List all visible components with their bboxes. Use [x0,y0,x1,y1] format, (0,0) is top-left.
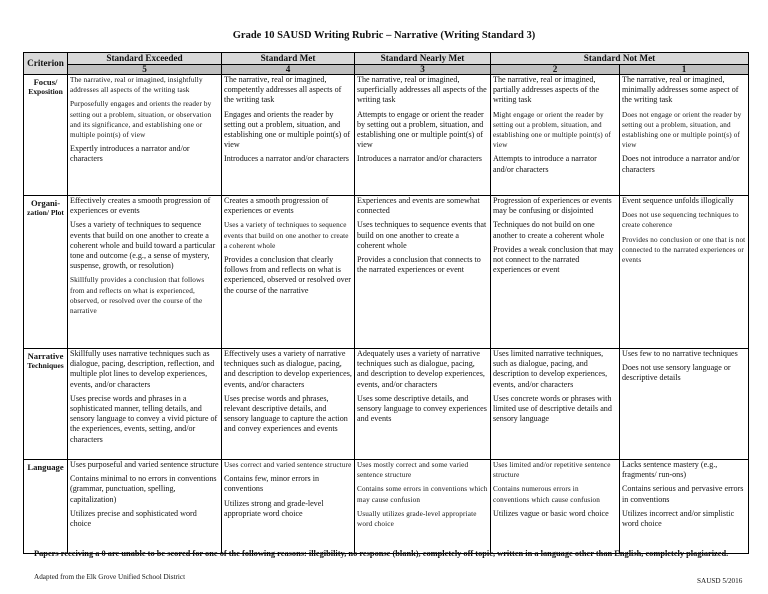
descriptor: Introduces a narrator and/or characters [357,154,482,164]
score-cell [355,460,491,554]
criterion-cell [24,75,68,196]
score-cell [355,75,491,196]
descriptor: The narrative, real or imagined, competently addresses all aspects of the writing task [224,75,342,105]
descriptor: Introduces a narrator and/or characters [224,154,349,164]
descriptor: Effectively creates a smooth progression of experiences or events [70,196,211,216]
descriptor: Contains few, minor errors in conventions [224,474,320,494]
descriptor: Might engage or orient the reader by setting out a problem, situation, and establishing one or multiple point(s) of view [493,110,611,150]
table-row [24,349,749,460]
descriptor: Lacks sentence mastery (e.g., fragments/ run-ons) [622,460,718,480]
criterion-cell [24,349,68,460]
score-cell [222,349,355,460]
rubric-table [23,52,749,554]
score-2: 2 [491,65,620,75]
criterion-label: Language [27,462,64,472]
criterion-label: Organi- [30,198,61,208]
descriptor: Uses correct and varied sentence structure [224,461,352,469]
table-row [24,460,749,554]
descriptor: Does not use sensory language or descriptive details [622,363,731,383]
descriptor: Uses techniques to sequence events that build on one another to create a coherent whole [357,220,487,250]
descriptor: Uses limited narrative techniques, such as dialogue, pacing, and description to develop experiences, events, and/or characters [493,349,608,389]
descriptor: Techniques do not build on one another to create a coherent whole [493,220,605,240]
descriptor: Uses precise words and phrases in a sophisticated manner, telling details, and sensory language to convey a vivid picture of the experiences, events, setting, and/or characters [70,393,218,444]
descriptor: Contains serious and pervasive errors in conventions [622,484,744,504]
criterion-cell [24,460,68,554]
score-cell [620,196,749,349]
descriptor: Contains some errors in conventions which may cause confusion [357,485,488,504]
zero-score-note: Papers receiving a 0 are unable to be scored for one of the following reasons: illegibility, no response (blank), completely off topic, written in a language other than English, completely plagiarized. [34,549,729,558]
descriptor: Utilizes incorrect and/or simplistic word choice [622,508,735,529]
descriptor: Attempts to engage or orient the reader by setting out a problem, situation, and establishing one or multiple point(s) of view [357,109,484,150]
criterion-sublabel: Exposition [28,87,63,96]
score-cell [491,75,620,196]
descriptor: Skillfully provides a conclusion that follows from and reflects on what is experienced, observed, or resolved over the course of the narrative [70,276,205,316]
score-cell [491,196,620,349]
table-row [24,196,749,349]
descriptor: Contains numerous errors in conventions which cause confusion [493,485,600,504]
standard-nearly-met-header: Standard Nearly Met [355,53,491,65]
descriptor: Utilizes vague or basic word choice [493,508,609,518]
descriptor: Provides a conclusion that clearly follows from and reflects on what is experienced, observed or resolved over the course of the narrative [224,255,351,295]
descriptor: Uses few to no narrative techniques [622,349,738,358]
standard-exceeded-header: Standard Exceeded [68,53,222,65]
descriptor: Provides a weak conclusion that may not connect to the narrated experiences or event [493,244,614,275]
score-3: 3 [355,65,491,75]
descriptor: Does not introduce a narrator and/or characters [622,154,740,174]
criterion-label: Focus/ [33,77,58,87]
table-row [24,75,749,196]
score-cell [620,349,749,460]
score-cell [68,349,222,460]
criterion-label: Narrative [27,351,64,361]
descriptor: Expertly introduces a narrator and/or characters [70,144,190,164]
descriptor: Uses precise words and phrases, relevant descriptive details, and sensory language to capture the action and convey experiences and events [224,393,348,434]
criterion-header: Criterion [24,53,68,75]
score-4: 4 [222,65,355,75]
descriptor: Adequately uses a variety of narrative techniques such as dialogue, pacing, and description to develop experiences, events, and/or characters [357,349,485,389]
document-id: SAUSD 5/2016 [697,577,743,585]
descriptor: Effectively uses a variety of narrative techniques such as dialogue, pacing, and description to develop experiences, events, and/or characters [224,349,352,389]
score-cell [222,196,355,349]
score-5: 5 [68,65,222,75]
descriptor: Creates a smooth progression of experiences or events [224,196,329,216]
descriptor: Engages and orients the reader by setting out a problem, situation, and establishing one or multiple point(s) of view [224,109,351,150]
descriptor: Uses concrete words or phrases with limited use of descriptive details and sensory language [493,393,612,424]
descriptor: Does not engage or orient the reader by setting out a problem, situation, and establishing one or multiple point(s) of view [622,110,742,150]
score-cell [222,75,355,196]
descriptor: Contains minimal to no errors in conventions (grammar, punctuation, spelling, capitalization) [70,474,217,504]
standard-not-met-header: Standard Not Met [491,53,749,65]
descriptor: Provides no conclusion or one that is not connected to the narrated experiences or events [622,235,746,265]
descriptor: Experiences and events are somewhat connected [357,196,480,216]
descriptor: Provides a conclusion that connects to the narrated experiences or event [357,255,481,275]
descriptor: Uses limited and/or repetitive sentence structure [493,461,611,480]
descriptor: Uses mostly correct and some varied sentence structure [357,461,469,480]
descriptor: The narrative, real or imagined, minimally addresses some aspect of the writing task [622,75,739,105]
score-cell [491,349,620,460]
adapted-credit: Adapted from the Elk Grove Unified School District [34,573,186,581]
descriptor: Attempts to introduce a narrator and/or characters [493,154,597,174]
descriptor: Usually utilizes grade-level appropriate word choice [357,509,477,529]
descriptor: Uses a variety of techniques to sequence events that build on one another to create a coherent whole and build toward a particular tone and outcome (e.g., a sense of mystery, suspense, growth, or resolution) [70,220,216,271]
descriptor: Event sequence unfolds illogically [622,196,734,205]
score-cell [68,75,222,196]
score-cell [355,349,491,460]
score-1: 1 [620,65,749,75]
criterion-cell [24,196,68,349]
descriptor: Purposefully engages and orients the reader by setting out a problem, situation, or observation and its significance, and establishing one or multiple point(s) of view [70,100,212,140]
score-cell [355,196,491,349]
criterion-sublabel: zation/ Plot [27,208,64,217]
descriptor: The narrative, real or imagined, insightfully addresses all aspects of the writing task [70,76,203,95]
score-cell [68,460,222,554]
descriptor: Progression of experiences or events may be confusing or disjointed [493,196,612,216]
score-cell [68,196,222,349]
score-cell [222,460,355,554]
standard-met-header: Standard Met [222,53,355,65]
descriptor: Does not use sequencing techniques to create coherence [622,211,739,230]
descriptor: Utilizes precise and sophisticated word choice [70,508,197,529]
score-cell [620,460,749,554]
descriptor: Utilizes strong and grade-level appropriate word choice [224,498,324,518]
descriptor: Skillfully uses narrative techniques such as dialogue, pacing, description, reflection, and multiple plot lines to develop experiences, events, and/or characters [70,349,215,389]
score-cell [491,460,620,554]
score-cell [620,75,749,196]
page-title: Grade 10 SAUSD Writing Rubric – Narrative (Writing Standard 3) [232,30,536,41]
criterion-sublabel: Techniques [27,361,64,370]
descriptor: The narrative, real or imagined, superficially addresses all aspects of the writing task [357,75,487,105]
descriptor: Uses a variety of techniques to sequence events that build on one another to create a coherent whole [224,221,349,250]
descriptor: The narrative, real or imagined, partially addresses aspects of the writing task [493,75,600,105]
descriptor: Uses some descriptive details, and sensory language to convey experiences and events [357,393,487,424]
descriptor: Uses purposeful and varied sentence structure [70,460,219,469]
